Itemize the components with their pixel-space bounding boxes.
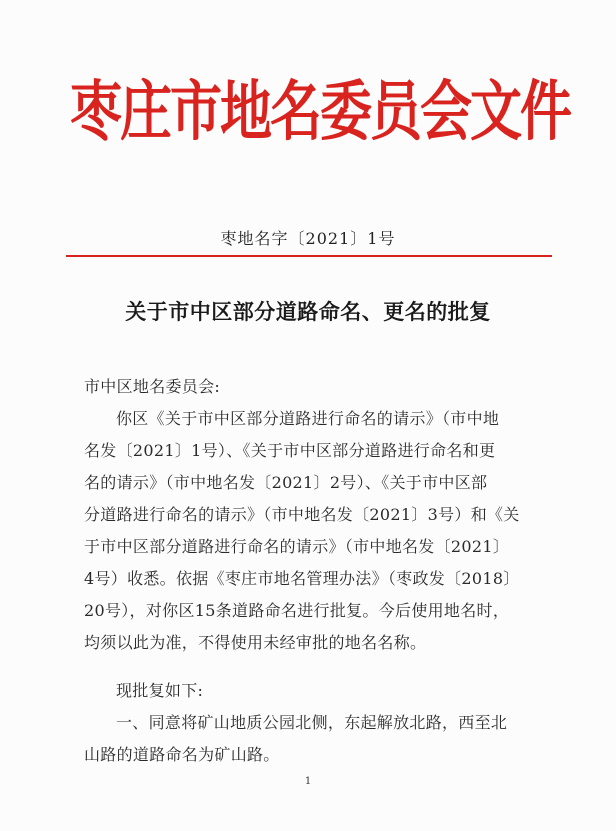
paragraph-line: 一、同意将矿山地质公园北侧，东起解放北路，西至北	[116, 713, 508, 732]
document-title: 关于市中区部分道路命名、更名的批复	[125, 299, 491, 324]
document-masthead: 枣庄市地名委员会文件	[70, 73, 571, 150]
body-paragraph-3	[84, 707, 539, 771]
paragraph-line: 分道路进行命名的请示》（市中地名发〔2021〕3号）和《关	[84, 505, 520, 524]
paragraph-line: 4号）收悉。依据《枣庄市地名管理办法》（枣政发〔2018〕	[84, 569, 520, 588]
paragraph-line: 于市中区部分道路进行命名的请示》（市中地名发〔2021〕	[84, 537, 510, 556]
paragraph-line: 20号），对你区15条道路命名进行批复。今后使用地名时，	[84, 601, 510, 620]
paragraph-line: 名的请示》（市中地名发〔2021〕2号）、《关于市中区部	[84, 473, 488, 492]
paragraph-line: 你区《关于市中区部分道路进行命名的请示》（市中地	[116, 409, 500, 428]
body-paragraph-2: 现批复如下:	[116, 681, 204, 700]
page-number: 1	[304, 776, 312, 787]
document-number: 枣地名字〔2021〕1号	[220, 229, 396, 248]
paragraph-line: 山路的道路命名为矿山路。	[84, 745, 280, 764]
salutation: 市中区地名委员会:	[84, 377, 221, 396]
body-paragraph-1	[84, 403, 539, 659]
paragraph-line: 名发〔2021〕1号）、《关于市中区部分道路进行命名和更	[84, 441, 496, 460]
paragraph-line: 均须以此为准，不得使用未经审批的地名名称。	[84, 633, 427, 652]
red-divider-line	[66, 255, 552, 257]
